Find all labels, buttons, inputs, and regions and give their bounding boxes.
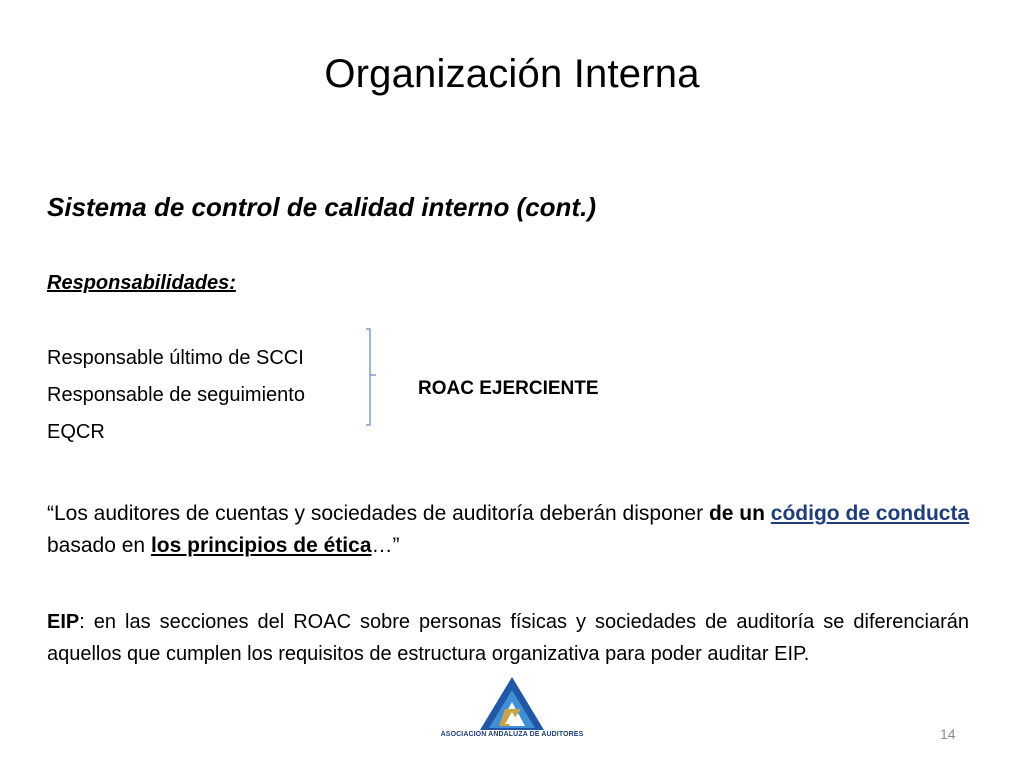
quote-text: basado en (47, 534, 151, 557)
eip-text: : en las secciones del ROAC sobre personas físicas y sociedades de auditoría se diferenciarán aquellos que cumplen los requisitos de estructura organizativa para poder auditar EIP. (47, 611, 969, 665)
logo-text: ASOCIACION ANDALUZA DE AUDITORES (440, 731, 584, 738)
responsibilities-list (47, 345, 305, 456)
eip-label: EIP (47, 611, 80, 633)
quote-text: …” (371, 534, 400, 557)
bracket-icon (364, 328, 378, 426)
list-item: Responsable de seguimiento (47, 384, 305, 406)
list-item: Responsable último de SCCI (47, 347, 304, 369)
slide-subtitle: Sistema de control de calidad interno (cont.) (47, 192, 596, 222)
slide-title: Organización Interna (324, 52, 700, 96)
quote-text: “Los auditores de cuentas y sociedades de auditoría deberán disponer (47, 502, 709, 525)
quote-bold-underlined: los principios de ética (150, 534, 372, 557)
list-item: EQCR (47, 421, 105, 443)
quote-bold: de un (708, 502, 765, 525)
bracket-label: ROAC EJERCIENTE (418, 378, 599, 399)
responsibilities-heading: Responsabilidades: (47, 272, 236, 294)
eip-paragraph (47, 606, 969, 670)
association-logo (437, 676, 587, 742)
page-number: 14 (940, 726, 956, 742)
codigo-de-conducta-link[interactable]: código de conducta (770, 502, 970, 525)
quote-paragraph (47, 498, 977, 562)
triangle-logo-icon (437, 676, 587, 732)
